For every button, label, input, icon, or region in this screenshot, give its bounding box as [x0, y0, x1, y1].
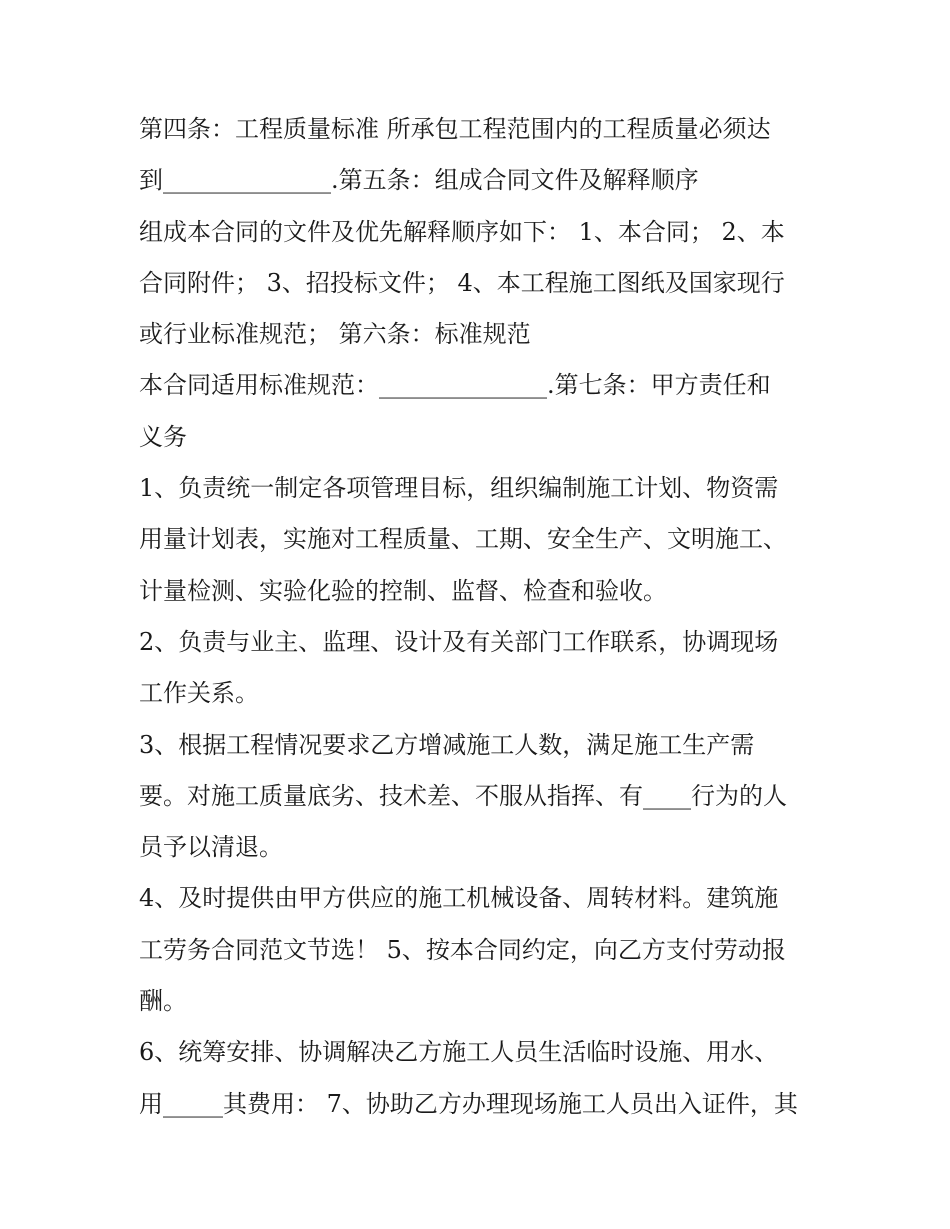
text-line: 3、根据工程情况要求乙方增减施工人数，满足施工生产需 — [139, 730, 755, 759]
text-line: 计量检测、实验化验的控制、监督、检查和验收。 — [139, 576, 667, 605]
text-line: 2、负责与业主、监理、设计及有关部门工作联系，协调现场 — [139, 627, 779, 656]
text-line: 或行业标准规范； 第六条：标准规范 — [139, 320, 531, 349]
text-line: 1、负责统一制定各项管理目标，组织编制施工计划、物资需 — [139, 474, 779, 503]
text-line: 到______________.第五条：组成合同文件及解释顺序 — [139, 166, 699, 195]
text-line: 员予以清退。 — [139, 833, 283, 862]
text-line: 用_____其费用： 7、协助乙方办理现场施工人员出入证件，其 — [139, 1089, 798, 1118]
text-line: 6、统筹安排、协调解决乙方施工人员生活临时设施、用水、 — [139, 1038, 779, 1067]
text-line: 用量计划表，实施对工程质量、工期、安全生产、文明施工、 — [139, 525, 787, 554]
contract-text-body — [139, 104, 829, 1130]
text-line: 工劳务合同范文节选！ 5、按本合同约定，向乙方支付劳动报 — [139, 935, 786, 964]
text-line: 组成本合同的文件及优先解释顺序如下： 1、本合同； 2、本 — [139, 217, 785, 246]
text-line: 酬。 — [139, 987, 187, 1016]
text-line: 4、及时提供由甲方供应的施工机械设备、周转材料。建筑施 — [139, 884, 779, 913]
text-line: 第四条：工程质量标准 所承包工程范围内的工程质量必须达 — [139, 115, 771, 143]
text-line: 义务 — [139, 422, 187, 451]
text-line: 合同附件； 3、招投标文件； 4、本工程施工图纸及国家现行 — [139, 268, 785, 297]
text-line: 本合同适用标准规范：______________.第七条：甲方责任和 — [139, 371, 771, 400]
text-line: 要。对施工质量底劣、技术差、不服从指挥、有____行为的人 — [139, 781, 787, 810]
text-line: 工作关系。 — [139, 679, 259, 708]
